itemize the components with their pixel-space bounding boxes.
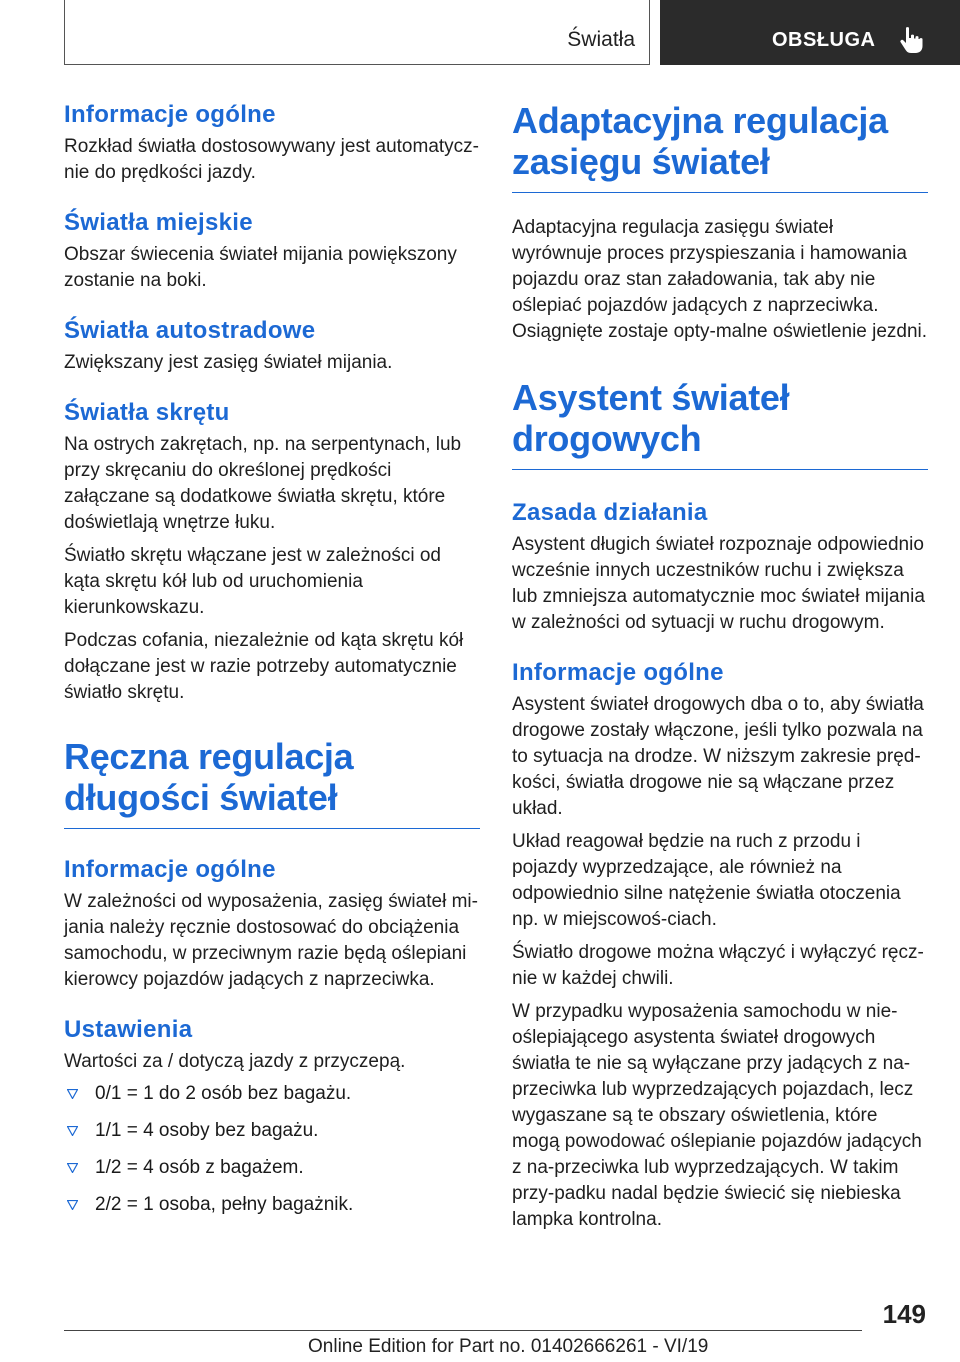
list-item: 2/2 = 1 osoba, pełny bagażnik.	[64, 1192, 480, 1218]
footer-rule	[64, 1330, 862, 1331]
triangle-bullet-icon	[67, 1163, 78, 1173]
left-column	[64, 100, 480, 1229]
paragraph-general-info-3d: W przypadku wyposażenia samochodu w nie‐oślepiającego asystenta świateł drogowych światła te nie są wyłączane przy jadących z na‐przeciwka lub wyprzedzających pojazdach, lecz wygaszane są te obszary oświetlenia, które mogą powodować oślepianie pojazdów jadących z na‐przeciwka lub wyprzedzających. W takim przy‐padku nadal będzie świecić się niebieska lampka kontrolna.	[512, 1001, 922, 1230]
paragraph-adaptive-range: Adaptacyjna regulacja zasięgu świateł wyrównuje proces przyspieszania i hamowania pojazdu oraz stan załadowania, tak aby nie oślepiać pojazdów jadących z naprzeciwka. Osiągnięte zostaje opty‐malne oświetlenie jezdni.	[512, 217, 928, 342]
paragraph-settings: Wartości za / dotyczą jazdy z przyczepą.	[64, 1051, 406, 1072]
right-column	[512, 100, 928, 1233]
heading-general-info: Informacje ogólne	[64, 101, 276, 128]
heading-city-lights: Światła miejskie	[64, 209, 253, 236]
page-number: 149	[882, 1299, 926, 1329]
paragraph-turn-lights-2: Światło skrętu włączane jest w zależności od kąta skrętu kół lub od uruchomienia kierunkowskazu.	[64, 545, 442, 618]
heading-manual-range-adjustment: Ręczna regulacja długości świateł	[64, 736, 354, 818]
section-rule	[64, 828, 480, 829]
list-item: 1/2 = 4 osób z bagażem.	[64, 1155, 480, 1181]
heading-highway-lights: Światła autostradowe	[64, 317, 316, 344]
heading-general-info-3: Informacje ogólne	[512, 659, 724, 686]
triangle-bullet-icon	[67, 1126, 78, 1136]
heading-settings: Ustawienia	[64, 1016, 193, 1043]
chapter-tab[interactable]	[660, 0, 960, 65]
heading-high-beam-assistant: Asystent świateł drogowych	[512, 377, 790, 459]
list-item: 1/1 = 4 osoby bez bagażu.	[64, 1118, 480, 1144]
section-rule	[512, 192, 928, 193]
section-title: Światła	[567, 28, 635, 51]
paragraph-principle: Asystent długich świateł rozpoznaje odpowiednio wcześnie innych uczestników ruchu i zwiększa lub zmniejsza automatycznie moc świateł mijania w zależności od sytuacji w ruchu drogowym.	[512, 534, 925, 633]
paragraph-general-info-3a: Asystent świateł drogowych dba o to, aby światła drogowe zostały włączone, jeśli tylko pozwala na to sytuacja na drodze. W niższym zakresie pręd‐kości, światła drogowe nie są włączane przez układ.	[512, 694, 924, 819]
paragraph-general-info-2: W zależności od wyposażenia, zasięg świateł mi‐jania należy ręcznie dostosować do obciążenia samochodu, w przeciwnym razie będą oślepiani kierowcy pojazdów jadących z naprzeciwka.	[64, 891, 478, 990]
settings-list	[64, 1081, 480, 1218]
triangle-bullet-icon	[67, 1200, 78, 1210]
heading-turn-lights: Światła skrętu	[64, 399, 230, 426]
paragraph-highway-lights: Zwiększany jest zasięg świateł mijania.	[64, 352, 393, 373]
section-rule	[512, 469, 928, 470]
header-section-box	[64, 0, 650, 65]
heading-adaptive-range: Adaptacyjna regulacja zasięgu świateł	[512, 100, 888, 182]
heading-general-info-2: Informacje ogólne	[64, 856, 276, 883]
chapter-tab-label: OBSŁUGA	[772, 29, 876, 51]
paragraph-city-lights: Obszar świecenia świateł mijania powiększony zostanie na boki.	[64, 244, 457, 291]
paragraph-general-info: Rozkład światła dostosowywany jest automatycz‐nie do prędkości jazdy.	[64, 136, 480, 183]
list-item: 0/1 = 1 do 2 osób bez bagażu.	[64, 1081, 480, 1107]
paragraph-turn-lights-1: Na ostrych zakrętach, np. na serpentynach, lub przy skręcaniu do określonej prędkości załączane są dodatkowe światła skrętu, które doświetlają wnętrze łuku.	[64, 434, 462, 533]
footer-edition: Online Edition for Part no. 01402666261 - VI/19	[308, 1336, 709, 1357]
triangle-bullet-icon	[67, 1089, 78, 1099]
heading-principle: Zasada działania	[512, 499, 708, 526]
paragraph-turn-lights-3: Podczas cofania, niezależnie od kąta skrętu kół dołączane jest w razie potrzeby automatycznie światło skrętu.	[64, 630, 464, 703]
paragraph-general-info-3b: Układ reagował będzie na ruch z przodu i pojazdy wyprzedzające, ale również na odpowiednio silne natężenie światła otoczenia np. w miejscowoś‐ciach.	[512, 831, 901, 930]
hand-pointer-icon	[898, 26, 924, 54]
paragraph-general-info-3c: Światło drogowe można włączyć i wyłączyć ręcz‐nie w każdej chwili.	[512, 942, 924, 989]
